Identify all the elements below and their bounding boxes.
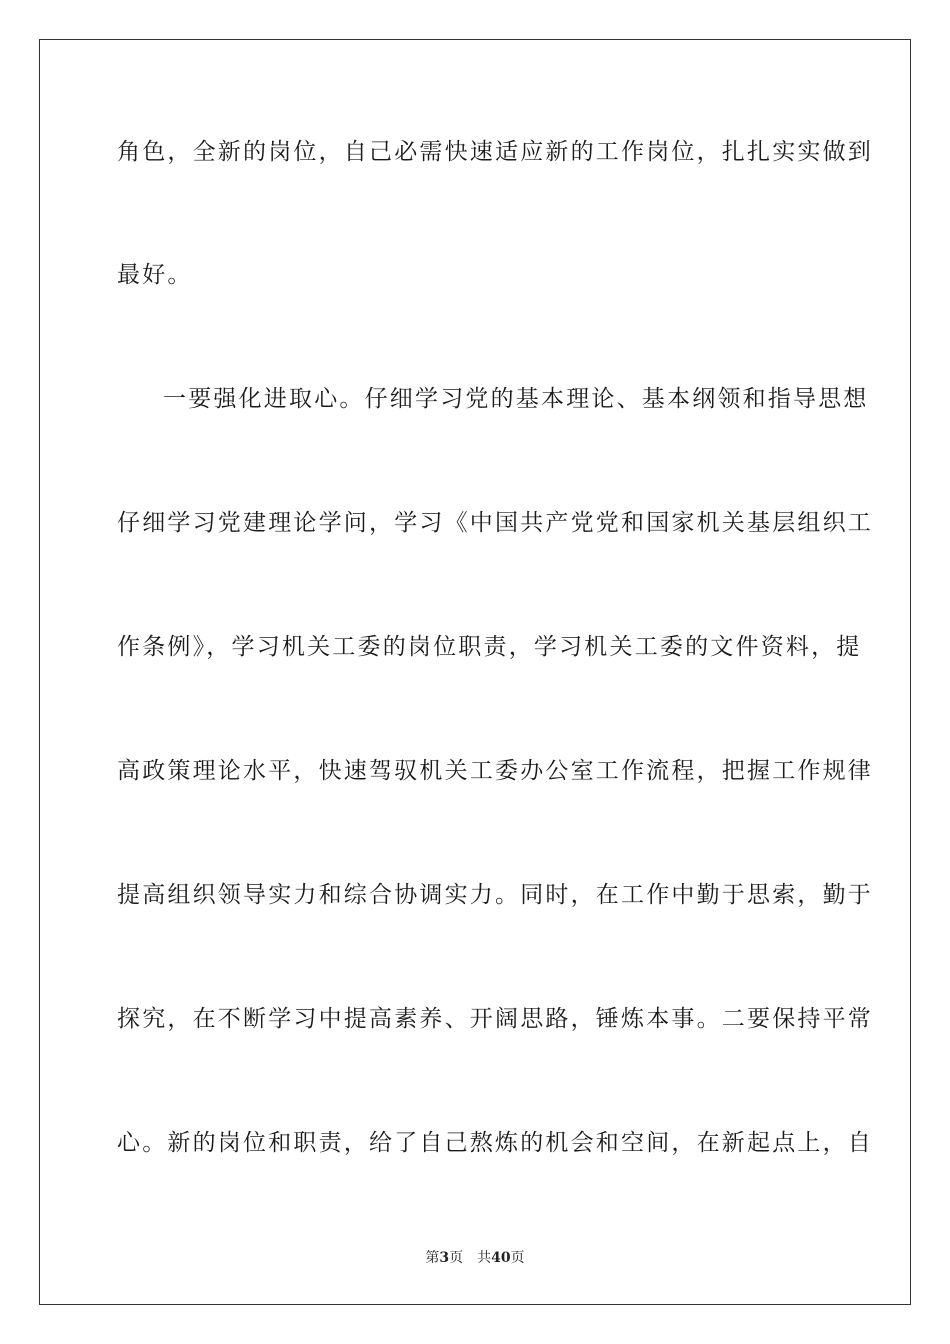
body-line-7: 提高组织领导实力和综合协调实力。同时，在工作中勤于思索，勤于 [117,882,873,908]
page-footer [0,1249,950,1267]
footer-total-pages: 40 [491,1250,511,1266]
body-line-2: 最好。 [117,262,193,288]
body-line-8: 探究，在不断学习中提高素养、开阔思路，锤炼本事。二要保持平常 [117,1006,873,1032]
footer-page-suffix: 页 [449,1250,464,1266]
body-line-6: 高政策理论水平，快速驾驭机关工委办公室工作流程，把握工作规律 [117,758,873,784]
body-line-5: 作条例》，学习机关工委的岗位职责，学习机关工委的文件资料，提 [117,634,862,660]
footer-total-prefix: 共 [477,1250,492,1266]
body-line-9: 心。新的岗位和职责，给了自己熬炼的机会和空间，在新起点上，自 [117,1130,873,1156]
page-border [39,39,911,1305]
body-line-3: 一要强化进取心。仔细学习党的基本理论、基本纲领和指导思想 [163,386,869,412]
footer-page-number: 3 [439,1250,450,1266]
body-line-1: 角色，全新的岗位，自己必需快速适应新的工作岗位，扎扎实实做到 [117,139,873,165]
body-line-4: 仔细学习党建理论学问，学习《中国共产党党和国家机关基层组织工 [117,510,873,536]
footer-page-prefix: 第 [425,1250,440,1266]
footer-total-suffix: 页 [510,1250,525,1266]
